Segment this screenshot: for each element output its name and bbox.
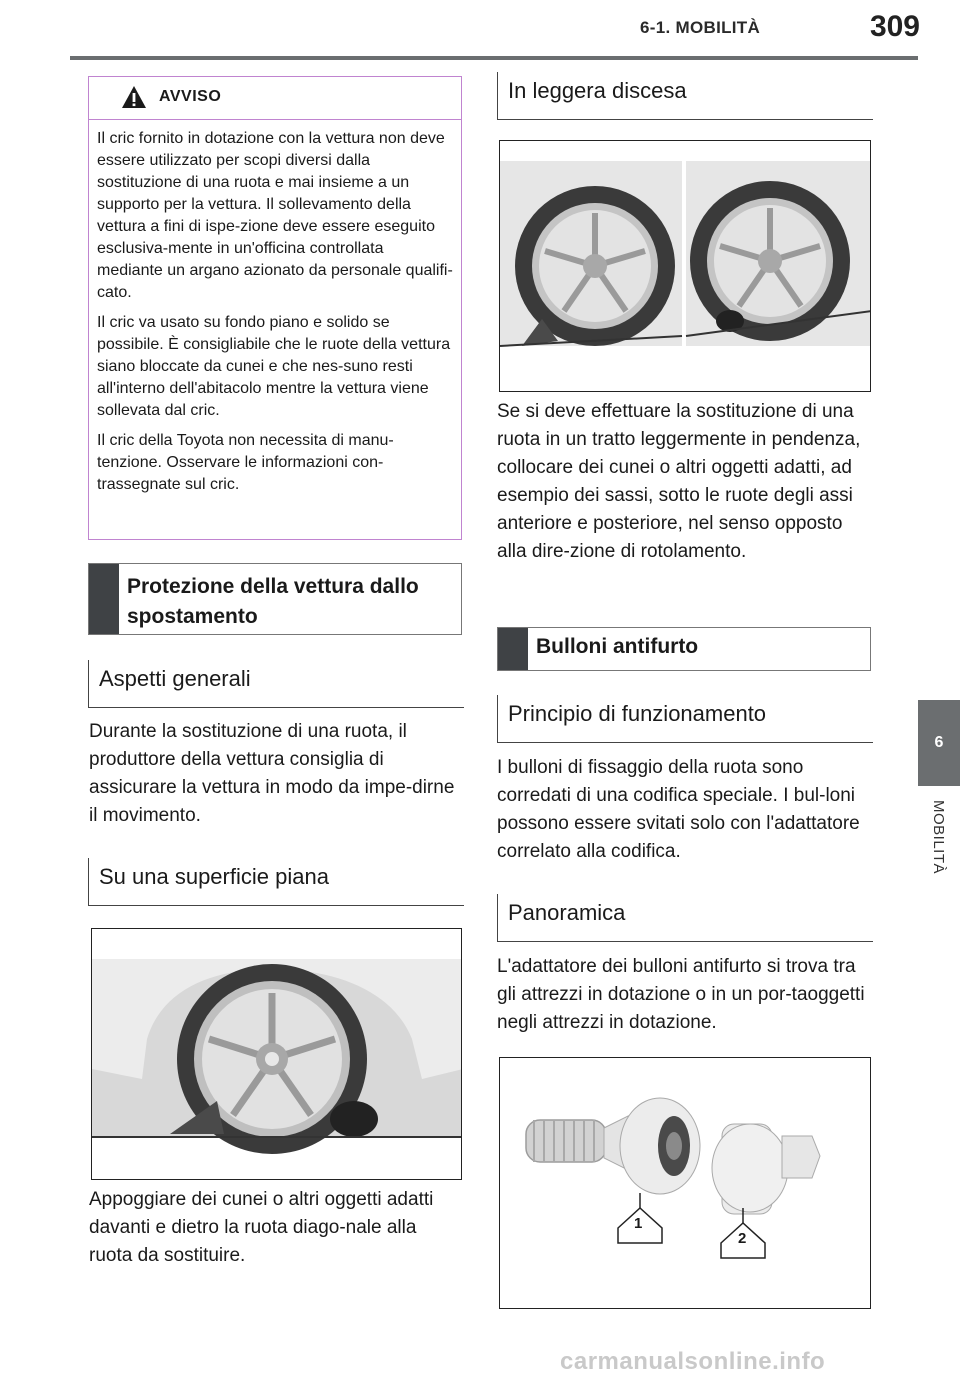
figure-flat-surface xyxy=(91,928,462,1180)
warning-paragraph: Il cric della Toyota non necessita di manu-tenzione. Osservare le informazioni con-trassegnate sul cric. xyxy=(97,432,394,493)
subheading-text: In leggera discesa xyxy=(508,78,687,103)
subheading-text: Panoramica xyxy=(508,900,626,925)
header-rule xyxy=(70,56,918,60)
page-number: 309 xyxy=(869,10,920,43)
paragraph-principle: I bulloni di fissaggio della ruota sono corredati di una codifica speciale. I bul-loni possono essere svitati solo con l'adattatore correlato alla codifica. xyxy=(497,757,860,862)
paragraph-general: Durante la sostituzione di una ruota, il produttore della vettura consiglia di assicurare la vettura in modo da impe-dirne il movimento. xyxy=(89,721,455,826)
paragraph-slope: Se si deve effettuare la sostituzione di una ruota in un tratto leggermente in pendenza, collocare dei cunei o altri oggetti adatti, ad esempio dei sassi, sotto le ruote degli assi anteriore e posteriore, nel senso opposto alla dire-zione di rotolamento. xyxy=(497,401,861,562)
section-heading-protection xyxy=(88,563,462,635)
subheading-general xyxy=(88,660,464,708)
subheading-text: Su una superficie piana xyxy=(99,864,329,889)
slope-chock-illustration xyxy=(500,141,871,392)
warning-title: AVVISO xyxy=(159,88,222,105)
chapter-number: 6 xyxy=(934,734,944,751)
warning-paragraph: Il cric fornito in dotazione con la vettura non deve essere utilizzato per scopi diversi dalla sostituzione di una ruota e mai insieme a un supporto per la vettura. Il sollevamento della vettura a fini di ispe-zione deve essere eseguito esclusiva-mente in un'officina controllata mediante un argano azionato da personale qualifi-cato. xyxy=(97,130,453,301)
wheel-chock-illustration xyxy=(92,929,462,1180)
subheading-rule xyxy=(498,119,873,121)
subheading-rule xyxy=(89,707,464,709)
lock-bolt-illustration xyxy=(500,1058,871,1309)
subheading-text: Aspetti generali xyxy=(99,666,251,691)
subheading-flat xyxy=(88,858,464,906)
figure-lock-bolt xyxy=(499,1057,871,1309)
warning-box xyxy=(88,76,462,540)
figure-slope xyxy=(499,140,871,392)
subheading-overview xyxy=(497,894,873,942)
callout-1: 1 xyxy=(634,1215,643,1232)
section-heading-bolts xyxy=(497,627,871,671)
section-heading-text: Protezione della vettura dallo spostamento xyxy=(127,575,419,628)
chapter-label-text: MOBILITÀ xyxy=(930,800,947,875)
subheading-rule xyxy=(89,905,464,907)
chapter-label xyxy=(918,790,960,910)
paragraph-flat: Appoggiare dei cunei o altri oggetti adatti davanti e dietro la ruota diago-nale alla ruota da sostituire. xyxy=(89,1189,434,1266)
paragraph-overview: L'adattatore dei bulloni antifurto si trova tra gli attrezzi in dotazione o in un por-taoggetti negli attrezzi in dotazione. xyxy=(497,956,865,1033)
subheading-slope xyxy=(497,72,873,120)
section-title: 6-1. MOBILITÀ xyxy=(640,18,761,37)
section-heading-text: Bulloni antifurto xyxy=(536,635,699,658)
warning-paragraph: Il cric va usato su fondo piano e solido se possibile. È consigliabile che le ruote della vettura siano bloccate da cunei e che nes-suno resti all'interno dell'abitacolo mentre la vettura viene sollevata dal cric. xyxy=(97,314,451,419)
warning-header xyxy=(89,77,461,120)
chapter-tab xyxy=(918,700,960,786)
warning-body xyxy=(89,120,461,496)
subheading-rule xyxy=(498,742,873,744)
warning-triangle-icon xyxy=(121,85,147,109)
section-heading-bar xyxy=(498,628,528,670)
subheading-principle xyxy=(497,695,873,743)
callout-2: 2 xyxy=(738,1230,747,1247)
section-heading-bar xyxy=(89,564,119,634)
subheading-text: Principio di funzionamento xyxy=(508,701,767,726)
watermark: carmanualsonline.info xyxy=(560,1348,826,1375)
subheading-rule xyxy=(498,941,873,943)
